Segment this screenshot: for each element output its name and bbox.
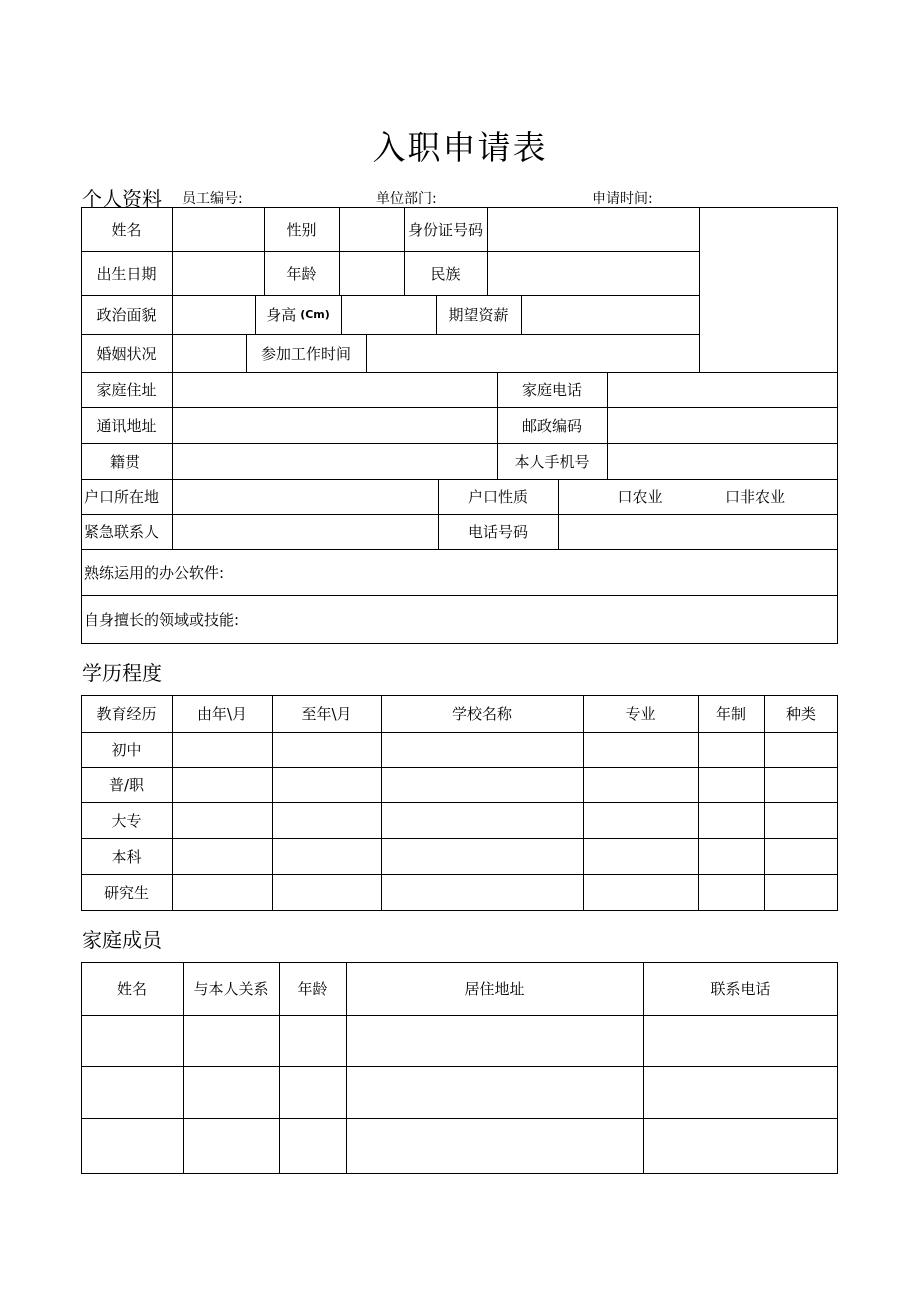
department-label: 单位部门: <box>376 191 437 207</box>
label-work-start-time: 参加工作时间 <box>260 344 351 363</box>
edu-row-senior: 普/职 <box>108 776 145 794</box>
family-header-relation: 与本人关系 <box>193 980 269 998</box>
label-gender: 性别 <box>286 220 317 239</box>
edu-header-to: 至年\月 <box>301 705 352 723</box>
apply-time-label: 申请时间: <box>592 191 653 207</box>
label-age: 年龄 <box>286 264 317 283</box>
checkbox-agricultural[interactable]: 口农业 <box>617 488 663 506</box>
family-header-phone: 联系电话 <box>710 980 771 998</box>
label-marital-status: 婚姻状况 <box>96 344 157 363</box>
label-birth-date: 出生日期 <box>96 264 157 283</box>
label-office-software: 熟练运用的办公软件: <box>84 563 225 582</box>
label-expected-salary: 期望资薪 <box>448 306 509 324</box>
employee-id-label: 员工编号: <box>182 191 243 207</box>
edu-header-school: 学校名称 <box>451 705 512 723</box>
label-mailing-address: 通讯地址 <box>96 416 157 435</box>
section-personal-title: 个人资料 <box>82 187 162 211</box>
edu-header-major: 专业 <box>625 705 656 723</box>
label-id-number: 身份证号码 <box>407 220 483 239</box>
label-native-place: 籍贯 <box>109 452 140 471</box>
label-phone-number: 电话号码 <box>467 523 528 541</box>
edu-header-type: 种类 <box>785 705 816 723</box>
height-text: 身高 <box>266 306 297 324</box>
family-header-name: 姓名 <box>116 980 147 998</box>
label-home-phone: 家庭电话 <box>521 381 582 399</box>
label-political-status: 政治面貌 <box>96 306 157 324</box>
section-family-title: 家庭成员 <box>82 928 162 952</box>
label-hukou-location: 户口所在地 <box>84 488 160 506</box>
page-title: 入职申请表 <box>372 128 548 167</box>
label-ethnicity: 民族 <box>430 264 461 283</box>
section-education-title: 学历程度 <box>82 661 162 685</box>
edu-header-from: 由年\月 <box>196 705 248 723</box>
label-height <box>255 295 341 334</box>
checkbox-non-agricultural[interactable]: 口非农业 <box>724 488 785 506</box>
label-home-address: 家庭住址 <box>96 381 157 399</box>
label-postal-code: 邮政编码 <box>521 416 582 435</box>
label-skills: 自身擅长的领域或技能: <box>84 611 240 629</box>
edu-row-graduate: 研究生 <box>103 884 149 902</box>
label-hukou-type: 户口性质 <box>467 488 528 506</box>
family-header-address: 居住地址 <box>464 980 525 998</box>
label-name: 姓名 <box>111 220 142 239</box>
height-unit: (Cm) <box>300 308 330 321</box>
edu-header-experience: 教育经历 <box>96 705 157 723</box>
edu-row-junior: 初中 <box>111 741 142 759</box>
label-mobile: 本人手机号 <box>514 452 590 471</box>
label-emergency-contact: 紧急联系人 <box>84 523 160 541</box>
family-header-age: 年龄 <box>297 980 328 998</box>
edu-header-years: 年制 <box>715 705 746 723</box>
edu-row-bachelor: 本科 <box>111 847 142 866</box>
edu-row-college: 大专 <box>111 811 142 830</box>
